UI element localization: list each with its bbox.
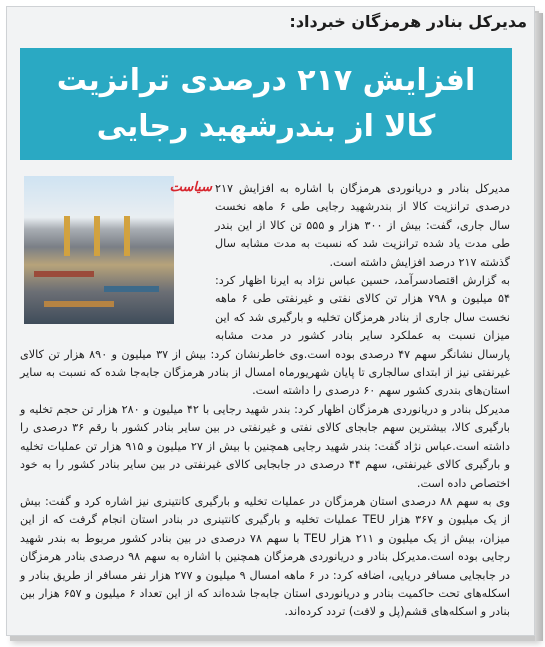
headline-banner xyxy=(20,48,512,160)
publication-logo: سیاست xyxy=(169,180,212,195)
paragraph-2: به گزارش اقتصادسرآمد، حسین عباس نژاد به ایرنا اظهار کرد: ۵۴ میلیون و ۷۹۸ هزار تن کالای نفتی و غیرنفتی طی ۶ ماهه نخست سال جاری از بنادر هرمزگان تخلیه و بارگیری شد که این میزان نسبت به عملکرد سایر بنادر کشور در مدت مشابه پارسال نشانگر سهم ۴۷ درصدی بوده است.وی خاطرنشان کرد: بیش از ۳۷ میلیون و ۸۹۰ هزار تن کالای غیرنفتی نیز از ابتدای سالجاری تا پایان شهریورماه امسال از بنادر هرمزگان جابه‌جا شده که نسبت به سایر استان‌های بندری کشور سهم ۶۰ درصدی را داشته است. xyxy=(20,274,511,398)
article-body xyxy=(20,180,510,622)
paragraph-4: وی به سهم ۸۸ درصدی استان هرمزگان در عملیات تخلیه و بارگیری کانتینری نیز اشاره کرد و گفت: بیش از یک میلیون و ۳۶۷ هزار TEU عملیات تخلیه و بارگیری کانتینری در بنادر استان انجام گرفت که از این میزان، بیش از یک میلیون و ۲۱۱ هزار TEU با سهم ۷۸ درصدی در بین بنادر کشور مربوط به بندر شهید رجایی بوده است.مدیرکل بنادر و دریانوردی هرمزگان همچنین با اشاره به سهم ۹۸ درصدی بنادر هرمزگان در جابجایی مسافر دریایی، اضافه کرد: در ۶ ماهه امسال ۹ میلیون و ۲۷۷ هزار نفر مسافر از طریق بنادر و اسکله‌های تحت حاکمیت بنادر و دریانوردی استان جابه‌جا شده‌اند که از این تعداد ۶ میلیون و ۶۵۷ هزار بین بنادر و اسکله‌های قشم(پل و لافت) تردد کرده‌اند. xyxy=(20,494,511,619)
kicker: مدیرکل بنادر هرمزگان خبرداد: xyxy=(289,12,527,31)
paragraph-3: مدیرکل بنادر و دریانوردی هرمزگان اظهار کرد: بندر شهید رجایی با ۴۲ میلیون و ۲۸۰ هزار تن حجم تخلیه و بارگیری کالا، بیشترین سهم جابجای کالای نفتی و غیرنفتی در بین سایر بنادر کشور با رقم ۳۶ درصدی را داشته است.عباس نژاد گفت: بندر شهید رجایی همچنین با بیش از ۲۷ میلیون و ۹۱۵ هزار تن عملیات تخلیه و بارگیری کالای غیرنفتی، سهم ۴۴ درصدی در جابجایی کالای غیرنفتی در بین سایر بنادر کشور را به خود اختصاص داده است. xyxy=(20,402,511,490)
paragraph-1: مدیرکل بنادر و دریانوردی هرمزگان با اشاره به افزایش ۲۱۷ درصدی ترانزیت کالا از بندرشهید رجایی طی ۶ ماهه نخست سال جاری، گفت: بیش از ۳۰۰ هزار و ۵۵۵ تن کالا از این بندر طی مدت یاد شده ترانزیت شد که نسبت به مدت مشابه سال گذشته ۲۱۷ درصد افزایش داشته است. xyxy=(215,182,511,269)
headline-line-1: افزایش ۲۱۷ درصدی ترانزیت xyxy=(56,63,476,98)
headline-line-2: کالا از بندرشهید رجایی xyxy=(96,109,436,144)
